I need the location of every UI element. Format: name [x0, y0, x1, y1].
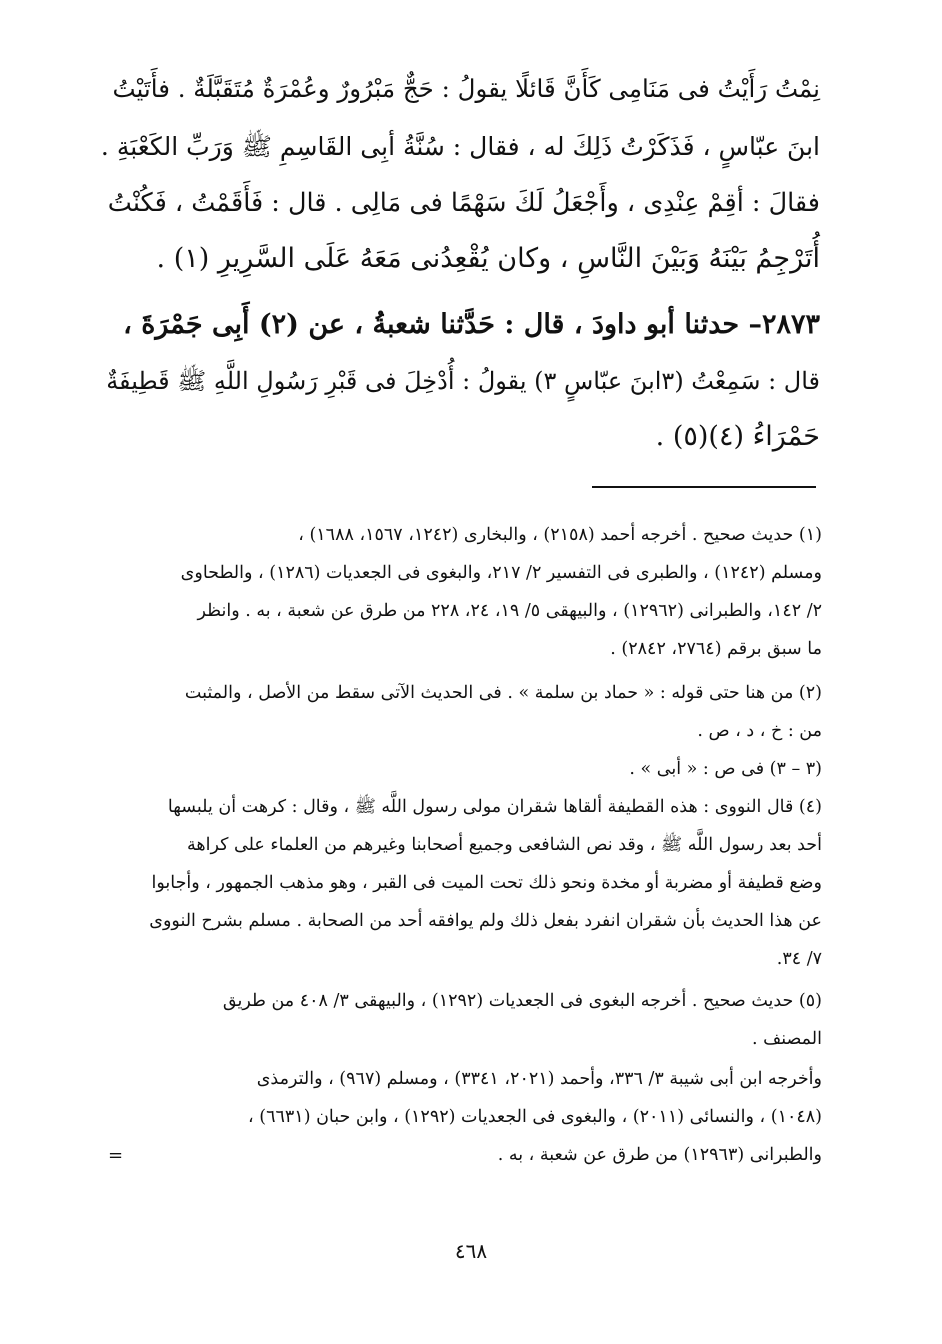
footnote-line: عن هذا الحديث بأن شقران انفرد بفعل ذلك ولم يوافقه أحد من الصحابة . مسلم بشرح النووى — [149, 911, 822, 931]
main-text-line: نِمْتُ رَأَيْتُ فى مَنَامِى كَأَنَّ قَائلًا يقولُ : حَجٌّ مَبْرُورٌ وعُمْرَةٌ مُتَقَبَّلَةٌ . فأَتَيْتُ — [112, 74, 820, 103]
footnote-line: (١) حديث صحيح . أخرجه أحمد (٢١٥٨) ، والبخارى (١٢٤٢، ١٥٦٧، ١٦٨٨) ، — [298, 525, 822, 545]
main-text-line: فقالَ : أقِمْ عِنْدِى ، وأَجْعَلُ لَكَ سَهْمًا فى مَالِى . قال : فَأَقَمْتُ ، فَكُنْتُ — [107, 188, 820, 218]
main-text-line: حَمْرَاءُ (٤)(٥) . — [655, 421, 820, 452]
footnote-separator — [592, 486, 816, 488]
footnote-line: (٣ – ٣) فى ص : « أبى » . — [629, 759, 822, 779]
hadith-heading-line: ٢٨٧٣– حدثنا أبو داودَ ، قال : حَدَّثنا شعبةُ ، عن (٢) أَبِى جَمْرَةَ ، — [123, 309, 820, 340]
footnote-line: وضع قطيفة أو مضربة أو مخدة ونحو ذلك تحت الميت فى القبر ، وهو مذهب الجمهور ، وأجابوا — [151, 873, 822, 893]
footnote-line: (٥) حديث صحيح . أخرجه البغوى فى الجعديات (١٢٩٢) ، والبيهقى ٣/ ٤٠٨ من طريق — [222, 991, 822, 1011]
footnote-line: أحد بعد رسول اللَّه ﷺ ، وقد نص الشافعى وجميع أصحابنا وغيرهم من العلماء على كراهة — [187, 835, 822, 855]
footnote-line: (٢) من هنا حتى قوله : « حماد بن سلمة » . فى الحديث الآتى سقط من الأصل ، والمثبت — [184, 683, 822, 703]
footnote-line: المصنف . — [751, 1029, 822, 1049]
footnote-line: وأخرجه ابن أبى شيبة ٣/ ٣٣٦، وأحمد (٢٠٢١، ٣٣٤١) ، ومسلم (٩٦٧) ، والترمذى — [256, 1069, 822, 1089]
footnote-line: ٢/ ١٤٢، والطبرانى (١٢٩٦٢) ، والبيهقى ٥/ ١٩، ٢٤، ٢٢٨ من طرق عن شعبة ، به . وانظر — [197, 601, 822, 621]
main-text-line: أُتَرْجِمُ بَيْنَهُ وَبَيْنَ النَّاسِ ، وكان يُقْعِدُنى مَعَهُ عَلَى السَّرِيرِ (١) . — [156, 243, 820, 274]
main-text-line: قال : سَمِعْتُ (٣ابنَ عبّاسٍ ٣) يقولُ : أُدْخِلَ فى قَبْرِ رَسُولِ اللَّهِ ﷺ قَطِيفَةٌ — [106, 367, 820, 395]
footnote-line: من : خ ، د ، ص . — [697, 721, 822, 741]
footnote-line: ما سبق برقم (٢٧٦٤، ٢٨٤٢) . — [610, 639, 822, 659]
main-text-line: ابنَ عبّاسٍ ، فَذَكَرْتُ ذَلِكَ له ، فقال : سُنَّةُ أبِى القَاسِمِ ﷺ وَرَبِّ الكَعْبَةِ . — [100, 132, 820, 161]
footnote-line: ومسلم (١٢٤٢) ، والطبرى فى التفسير ٢/ ٢١٧، والبغوى فى الجعديات (١٢٨٦) ، والطحاوى — [180, 563, 822, 583]
footnote-line: ٧/ ٣٤. — [776, 949, 822, 969]
footnote-continuation-mark: = — [108, 1145, 124, 1166]
footnote-line: (٤) قال النووى : هذه القطيفة ألقاها شقران مولى رسول اللَّه ﷺ ، وقال : كرهت أن يلبسها — [167, 797, 822, 817]
page-number: ٤٦٨ — [454, 1239, 488, 1263]
footnote-line: (١٠٤٨) ، والنسائى (٢٠١١) ، والبغوى فى الجعديات (١٢٩٢) ، وابن حبان (٦٦٣١) ، — [248, 1107, 822, 1127]
footnote-line: والطبرانى (١٢٩٦٣) من طرق عن شعبة ، به . — [497, 1145, 822, 1165]
